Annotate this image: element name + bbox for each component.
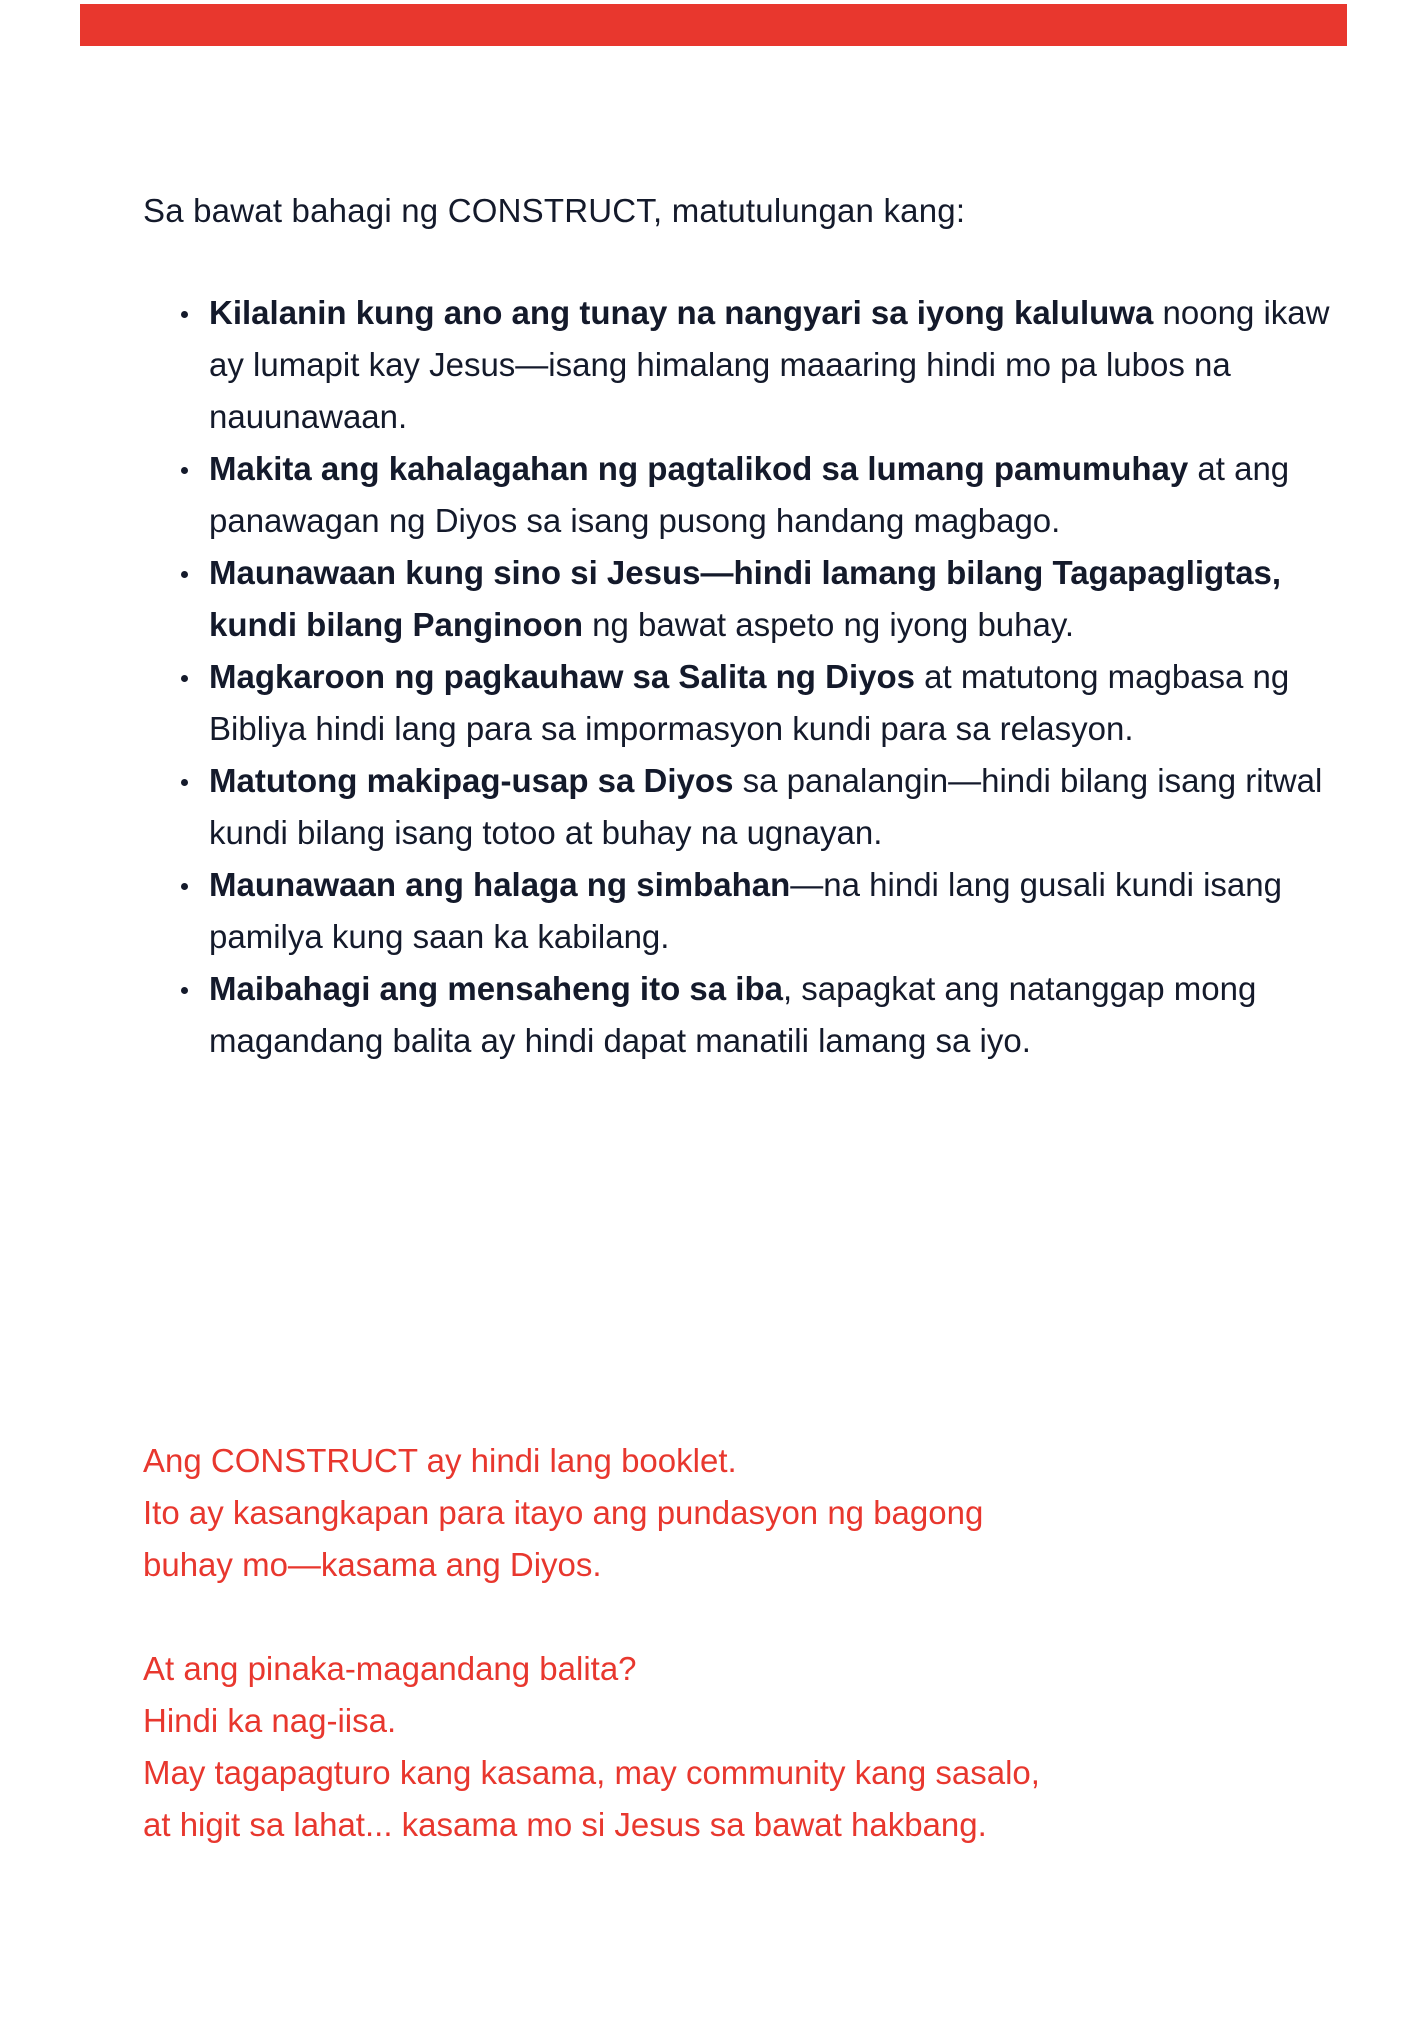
list-item-bold: Kilalanin kung ano ang tunay na nangyari sa iyong kaluluwa (209, 294, 1154, 331)
list-item (181, 859, 1331, 963)
list-item-text: noong ikaw ay lumapit kay Jesus—isang himalang maaaring hindi mo pa lubos na nauunawaan. (209, 294, 1330, 435)
header-accent-bar (80, 4, 1347, 46)
bullet-icon (181, 571, 188, 578)
closing-line: May tagapagturo kang kasama, may community kang sasalo, (143, 1754, 1040, 1791)
list-item (181, 651, 1331, 755)
list-item (181, 963, 1331, 1067)
list-item-bold: Magkaroon ng pagkauhaw sa Salita ng Diyos (209, 658, 915, 695)
benefits-list (181, 287, 1331, 1067)
list-item-text: sa panalangin—hindi bilang isang ritwal kundi bilang isang totoo at buhay na ugnayan. (209, 762, 1323, 851)
list-item-text: ng bawat aspeto ng iyong buhay. (582, 606, 1075, 643)
closing-statement (143, 1435, 983, 1591)
list-item-text: —na hindi lang gusali kundi isang pamilya kung saan ka kabilang. (209, 866, 1282, 955)
bullet-icon (181, 779, 188, 786)
list-item-bold: Maunawaan kung sino si Jesus—hindi lamang bilang Tagapagligtas, kundi bilang Panginoon (209, 554, 1282, 643)
list-item-bold: Matutong makipag-usap sa Diyos (209, 762, 734, 799)
good-news-statement (143, 1643, 1040, 1851)
intro-text: Sa bawat bahagi ng CONSTRUCT, matutulungan kang: (143, 192, 966, 229)
closing-line: Ito ay kasangkapan para itayo ang pundasyon ng bagong (143, 1494, 984, 1531)
bullet-icon (181, 467, 188, 474)
bullet-icon (181, 987, 188, 994)
list-item (181, 547, 1331, 651)
closing-line: At ang pinaka-magandang balita? (143, 1650, 637, 1687)
list-item-bold: Maibahagi ang mensaheng ito sa iba (209, 970, 783, 1007)
closing-line: at higit sa lahat... kasama mo si Jesus sa bawat hakbang. (143, 1806, 987, 1843)
list-item (181, 443, 1331, 547)
list-item-text: at ang panawagan ng Diyos sa isang pusong handang magbago. (209, 450, 1290, 539)
list-item-bold: Maunawaan ang halaga ng simbahan (209, 866, 791, 903)
bullet-icon (181, 883, 188, 890)
list-item (181, 287, 1331, 443)
bullet-icon (181, 675, 188, 682)
closing-line: buhay mo—kasama ang Diyos. (143, 1546, 602, 1583)
closing-line: Hindi ka nag-iisa. (143, 1702, 397, 1739)
list-item-bold: Makita ang kahalagahan ng pagtalikod sa lumang pamumuhay (209, 450, 1189, 487)
bullet-icon (181, 311, 188, 318)
list-item-text: , sapagkat ang natanggap mong magandang balita ay hindi dapat manatili lamang sa iyo. (209, 970, 1257, 1059)
list-item-text: at matutong magbasa ng Bibliya hindi lang para sa impormasyon kundi para sa relasyon. (209, 658, 1290, 747)
list-item (181, 755, 1331, 859)
closing-line: Ang CONSTRUCT ay hindi lang booklet. (143, 1442, 737, 1479)
